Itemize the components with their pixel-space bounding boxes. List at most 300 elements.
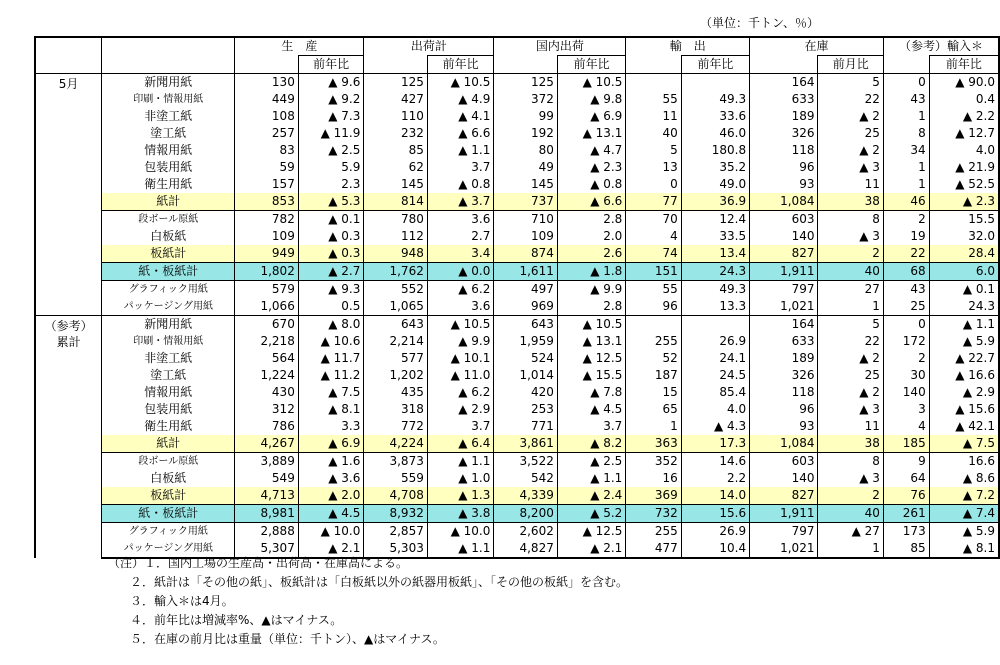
data-cell: 180.8 [681,142,749,159]
data-cell: ▲ 3.6 [298,470,364,487]
data-cell: ▲ 9.6 [298,74,364,92]
header-group: 国内出荷 [494,37,626,56]
data-cell: ▲ 1.1 [427,142,494,159]
row-label: 白板紙 [102,470,235,487]
data-cell: 40 [818,505,883,523]
data-cell: ▲ 2.3 [557,159,625,176]
data-cell: 2.3 [298,176,364,193]
data-cell: 4.0 [681,401,749,418]
data-cell: ▲ 12.5 [557,350,625,367]
data-cell: 312 [235,401,298,418]
table-row [35,245,999,263]
data-cell: ▲ 7.3 [298,108,364,125]
data-cell: 874 [494,245,557,263]
data-cell: 96 [750,159,818,176]
data-cell: 15.6 [681,505,749,523]
data-cell: 74 [626,245,681,263]
data-cell: ▲ 6.2 [427,384,494,401]
table-row [35,487,999,505]
data-cell: ▲ 21.9 [929,159,999,176]
row-label: 情報用紙 [102,384,235,401]
data-cell: 3.7 [427,159,494,176]
data-cell: 15 [626,384,681,401]
row-label: 板紙計 [102,245,235,263]
table-row [35,281,999,299]
header-corner [35,37,102,56]
data-cell: 4 [883,418,929,435]
table-row [35,505,999,523]
data-cell: 3,889 [235,453,298,471]
footnote: ３．輸入＊は4月。 [130,594,234,608]
data-cell: 140 [750,228,818,245]
data-cell: ▲ 2.5 [298,142,364,159]
data-cell: 108 [235,108,298,125]
data-cell: 363 [626,435,681,453]
data-cell: ▲ 5.9 [929,523,999,541]
data-cell: 99 [494,108,557,125]
data-cell: 49.0 [681,176,749,193]
data-cell: 77 [626,193,681,211]
data-cell: 173 [883,523,929,541]
data-cell: 22 [818,91,883,108]
data-cell: ▲ 4.7 [557,142,625,159]
row-label: 新聞用紙 [102,74,235,92]
data-cell: 1,802 [235,263,298,281]
header-blank [626,56,681,74]
footnote: ４．前年比は増減率%、▲はマイナス。 [130,613,343,627]
data-cell: 4.0 [929,142,999,159]
data-cell: ▲ 0.3 [298,245,364,263]
data-cell: 27 [818,281,883,299]
data-cell: 151 [626,263,681,281]
data-cell: ▲ 2.2 [929,108,999,125]
data-cell: 8,932 [364,505,427,523]
data-cell: 19 [883,228,929,245]
data-cell: ▲ 9.9 [427,333,494,350]
data-cell: 14.6 [681,453,749,471]
data-cell: 17.3 [681,435,749,453]
data-cell: ▲ 1.1 [557,470,625,487]
data-cell: ▲ 10.5 [557,316,625,334]
data-cell: 26.9 [681,523,749,541]
data-cell: 1 [883,108,929,125]
data-cell: 125 [364,74,427,92]
data-cell: 2 [818,245,883,263]
data-cell: ▲ 2 [818,384,883,401]
data-cell: 9 [883,453,929,471]
data-cell: 34 [883,142,929,159]
data-cell: 145 [494,176,557,193]
data-cell: ▲ 2.0 [298,487,364,505]
data-cell: 0 [626,176,681,193]
data-cell: 164 [750,316,818,334]
data-cell: ▲ 7.5 [929,435,999,453]
table-row [35,159,999,176]
data-cell: 1,762 [364,263,427,281]
data-cell: 3 [883,401,929,418]
header-sub: 前年比 [557,56,625,74]
data-cell: 369 [626,487,681,505]
data-cell: 318 [364,401,427,418]
data-cell: 2.2 [681,470,749,487]
data-cell: 3,861 [494,435,557,453]
data-cell: ▲ 2.9 [929,384,999,401]
data-cell: 4,224 [364,435,427,453]
data-cell: 62 [364,159,427,176]
data-cell: 189 [750,350,818,367]
data-cell: 643 [364,316,427,334]
data-cell: 140 [883,384,929,401]
data-cell: 603 [750,211,818,229]
data-cell: ▲ 8.1 [298,401,364,418]
data-cell: ▲ 4.1 [427,108,494,125]
data-cell: ▲ 3 [818,401,883,418]
data-cell: 3,873 [364,453,427,471]
data-cell: 1,911 [750,505,818,523]
data-cell: 33.5 [681,228,749,245]
data-cell: 3.7 [427,418,494,435]
data-cell: 814 [364,193,427,211]
data-cell: 36.9 [681,193,749,211]
data-cell: ▲ 15.6 [929,401,999,418]
data-cell: ▲ 11.0 [427,367,494,384]
header-item [102,37,235,56]
row-label: 紙・板紙計 [102,263,235,281]
data-cell: 80 [494,142,557,159]
data-cell: 1,959 [494,333,557,350]
data-cell: 110 [364,108,427,125]
data-cell: ▲ 9.8 [557,91,625,108]
row-label: 印刷・情報用紙 [102,333,235,350]
data-cell: 2.6 [557,245,625,263]
table-row [35,211,999,229]
data-cell: 68 [883,263,929,281]
row-label: 衛生用紙 [102,418,235,435]
table-row [35,350,999,367]
footnote: ５．在庫の前月比は重量（単位：千トン）、▲はマイナス。 [130,632,445,646]
data-cell: ▲ 0.3 [298,228,364,245]
data-cell: 559 [364,470,427,487]
data-cell: 4,713 [235,487,298,505]
data-cell: 3,522 [494,453,557,471]
data-cell: 4,708 [364,487,427,505]
data-cell: 16.6 [929,453,999,471]
data-cell: 3.6 [427,298,494,316]
data-cell: ▲ 8.1 [929,540,999,558]
data-cell: ▲ 5.2 [557,505,625,523]
data-cell: 8,981 [235,505,298,523]
row-label: 包装用紙 [102,159,235,176]
data-cell: 12.4 [681,211,749,229]
data-cell: 1,014 [494,367,557,384]
data-cell: 55 [626,91,681,108]
data-cell: 22 [818,333,883,350]
data-cell: 257 [235,125,298,142]
data-cell: 85 [364,142,427,159]
data-cell: ▲ 6.6 [427,125,494,142]
table-row [35,298,999,316]
data-cell: 261 [883,505,929,523]
data-cell: ▲ 2.7 [298,263,364,281]
data-cell: 32.0 [929,228,999,245]
data-cell: 2.7 [427,228,494,245]
data-cell: 38 [818,435,883,453]
data-cell: 782 [235,211,298,229]
data-cell: 497 [494,281,557,299]
header-group: 生 産 [235,37,364,56]
data-cell: ▲ 3 [818,159,883,176]
data-cell: 22 [883,245,929,263]
data-cell: ▲ 6.6 [557,193,625,211]
section-label: 5月 [35,74,102,316]
data-cell: 55 [626,281,681,299]
data-cell: 1 [818,298,883,316]
data-cell: 5,307 [235,540,298,558]
data-cell: ▲ 1.1 [427,453,494,471]
data-cell: ▲ 4.5 [557,401,625,418]
data-cell: 1 [626,418,681,435]
data-cell: 2 [883,211,929,229]
data-cell: ▲ 1.0 [427,470,494,487]
header-sub: 前年比 [298,56,364,74]
data-cell: 24.1 [681,350,749,367]
data-cell: 83 [235,142,298,159]
data-cell: ▲ 11.2 [298,367,364,384]
data-cell: 2,888 [235,523,298,541]
data-cell: 0 [883,316,929,334]
data-cell: 1,084 [750,435,818,453]
data-cell: 948 [364,245,427,263]
header-group: 出荷計 [364,37,494,56]
data-cell: ▲ 16.6 [929,367,999,384]
data-cell: 524 [494,350,557,367]
data-cell: 118 [750,384,818,401]
data-cell: ▲ 2.9 [427,401,494,418]
header-row [35,37,999,56]
data-cell: 8 [818,211,883,229]
data-cell: 24.3 [929,298,999,316]
data-cell: ▲ 9.3 [298,281,364,299]
header-blank [494,56,557,74]
data-cell: 85 [883,540,929,558]
row-label: グラフィック用紙 [102,523,235,541]
data-cell: 4 [626,228,681,245]
data-cell: 4,827 [494,540,557,558]
data-cell: ▲ 2 [818,142,883,159]
data-cell: 549 [235,470,298,487]
data-cell: ▲ 27 [818,523,883,541]
data-cell: 38 [818,193,883,211]
data-cell: ▲ 2.5 [557,453,625,471]
data-cell: ▲ 5.9 [929,333,999,350]
data-cell: ▲ 1.1 [427,540,494,558]
data-cell: ▲ 4.3 [681,418,749,435]
data-cell: ▲ 6.4 [427,435,494,453]
data-cell: 797 [750,281,818,299]
row-label: パッケージング用紙 [102,540,235,558]
data-cell: ▲ 22.7 [929,350,999,367]
data-cell: ▲ 6.2 [427,281,494,299]
data-cell: ▲ 11.9 [298,125,364,142]
row-label: 紙・板紙計 [102,505,235,523]
data-cell: 1,066 [235,298,298,316]
data-cell: ▲ 9.9 [557,281,625,299]
data-cell: 786 [235,418,298,435]
data-cell: 112 [364,228,427,245]
data-cell: 35.2 [681,159,749,176]
data-cell: 96 [750,401,818,418]
data-cell: ▲ 2.4 [557,487,625,505]
data-cell: 1,202 [364,367,427,384]
paper-statistics-table [34,36,1000,559]
data-cell: 96 [626,298,681,316]
data-cell: 1,021 [750,540,818,558]
data-cell: 449 [235,91,298,108]
data-cell: ▲ 3 [818,470,883,487]
table-row [35,142,999,159]
data-cell: 4,339 [494,487,557,505]
data-cell: ▲ 10.1 [427,350,494,367]
data-cell: 579 [235,281,298,299]
data-cell: 185 [883,435,929,453]
table-row [35,228,999,245]
data-cell: 145 [364,176,427,193]
data-cell: 11 [818,418,883,435]
data-cell: 1 [883,176,929,193]
header-blank [235,56,298,74]
data-cell: 772 [364,418,427,435]
data-cell: 255 [626,523,681,541]
data-cell: ▲ 0.0 [427,263,494,281]
data-cell: 8 [883,125,929,142]
data-cell: 192 [494,125,557,142]
header-group: 在庫 [750,37,884,56]
row-label: 白板紙 [102,228,235,245]
data-cell: 40 [626,125,681,142]
table-row [35,263,999,281]
row-label: 非塗工紙 [102,350,235,367]
data-cell: 2,218 [235,333,298,350]
data-cell [626,74,681,92]
data-cell: ▲ 2 [818,350,883,367]
row-label: 衛生用紙 [102,176,235,193]
section-label: （参考） 累計 [35,316,102,559]
data-cell: 643 [494,316,557,334]
data-cell: 164 [750,74,818,92]
row-label: 非塗工紙 [102,108,235,125]
table-row [35,91,999,108]
data-cell: 2.8 [557,211,625,229]
table-row [35,176,999,193]
data-cell: ▲ 52.5 [929,176,999,193]
row-label: 印刷・情報用紙 [102,91,235,108]
data-cell: 64 [883,470,929,487]
data-cell: 949 [235,245,298,263]
data-cell: 577 [364,350,427,367]
data-cell: 25 [818,367,883,384]
data-cell: 477 [626,540,681,558]
header-item [102,56,235,74]
data-cell: ▲ 15.5 [557,367,625,384]
data-cell: 564 [235,350,298,367]
data-cell: ▲ 7.2 [929,487,999,505]
data-cell: 2,602 [494,523,557,541]
data-cell: 2.8 [557,298,625,316]
row-label: 塗工紙 [102,125,235,142]
table-row [35,333,999,350]
data-cell: ▲ 12.7 [929,125,999,142]
data-cell: ▲ 0.1 [298,211,364,229]
table-row [35,74,999,92]
data-cell: 670 [235,316,298,334]
data-cell: ▲ 3.8 [427,505,494,523]
data-cell: ▲ 90.0 [929,74,999,92]
data-cell: 255 [626,333,681,350]
data-cell: ▲ 4.9 [427,91,494,108]
data-cell: 10.4 [681,540,749,558]
row-label: 塗工紙 [102,367,235,384]
data-cell: 0.5 [298,298,364,316]
data-cell: 3.4 [427,245,494,263]
data-cell: 771 [494,418,557,435]
data-cell: 5 [818,74,883,92]
data-cell: ▲ 2 [818,108,883,125]
data-cell: ▲ 2.1 [557,540,625,558]
table-row [35,435,999,453]
table-row [35,401,999,418]
data-cell: 187 [626,367,681,384]
data-cell: 430 [235,384,298,401]
data-cell: 13 [626,159,681,176]
row-label: グラフィック用紙 [102,281,235,299]
data-cell: 326 [750,367,818,384]
data-cell: 1,611 [494,263,557,281]
row-label: 紙計 [102,435,235,453]
data-cell: 13.4 [681,245,749,263]
table-row [35,193,999,211]
data-cell: 1,084 [750,193,818,211]
data-cell: 2 [883,350,929,367]
data-cell: 109 [235,228,298,245]
data-cell: 732 [626,505,681,523]
data-cell: 2,214 [364,333,427,350]
row-label: パッケージング用紙 [102,298,235,316]
data-cell: 172 [883,333,929,350]
data-cell: 2,857 [364,523,427,541]
data-cell: 552 [364,281,427,299]
data-cell: 253 [494,401,557,418]
table-row [35,470,999,487]
data-cell: 1 [818,540,883,558]
data-cell: 93 [750,176,818,193]
data-cell: 8 [818,453,883,471]
data-cell: ▲ 7.5 [298,384,364,401]
data-cell: 827 [750,245,818,263]
data-cell: ▲ 3 [818,228,883,245]
data-cell: ▲ 6.9 [298,435,364,453]
header-sub: 前月比 [818,56,883,74]
data-cell: 109 [494,228,557,245]
row-label: 板紙計 [102,487,235,505]
data-cell: 25 [818,125,883,142]
data-cell: ▲ 0.8 [427,176,494,193]
data-cell: 5 [626,142,681,159]
data-cell: ▲ 42.1 [929,418,999,435]
data-cell: 125 [494,74,557,92]
row-label: 包装用紙 [102,401,235,418]
footnote: （注）１．国内工場の生産高・出荷高・在庫高による。 [108,556,409,570]
data-cell: 76 [883,487,929,505]
